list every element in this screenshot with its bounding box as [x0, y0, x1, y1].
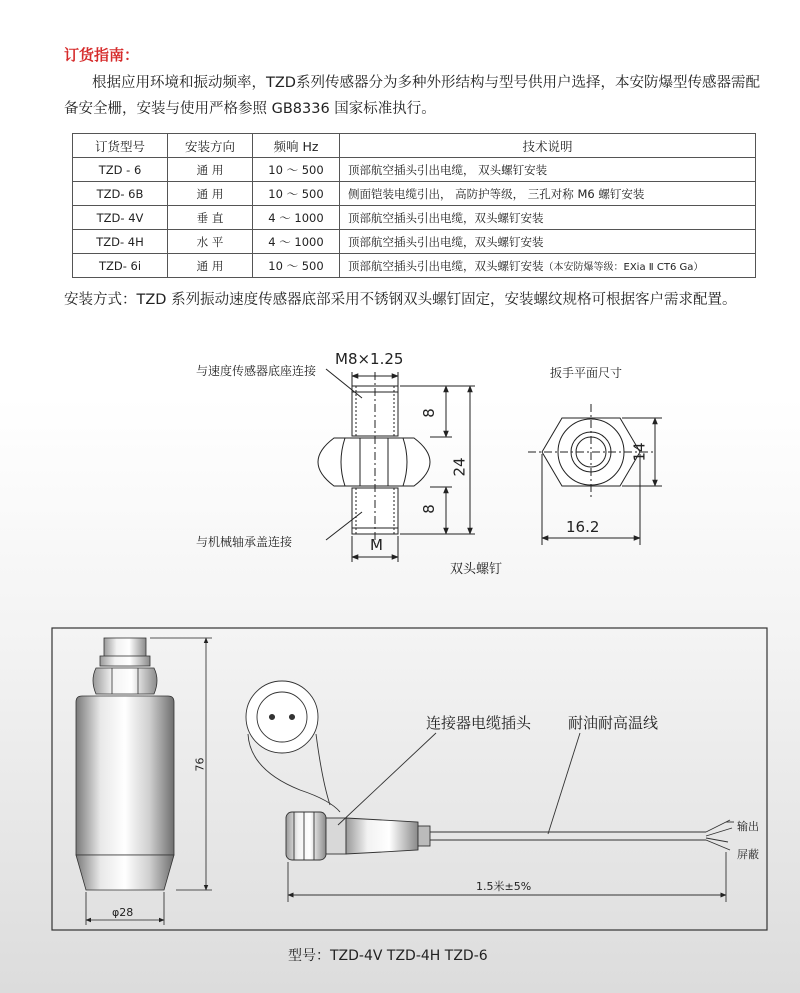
wrench-width: 16.2 [566, 518, 600, 536]
cable-length: 1.5米±5% [476, 880, 532, 893]
ordering-guide-title: 订货指南： [64, 46, 140, 64]
header-model: 订货型号 [73, 134, 168, 158]
wrench-label: 扳手平面尺寸 [550, 366, 623, 380]
cell-frequency: 10 ～ 500 [253, 254, 340, 278]
cell-description: 顶部航空插头引出电缆， 双头螺钉安装 [340, 158, 756, 182]
dim-bottom-thread: 8 [419, 504, 438, 514]
cell-direction: 通 用 [168, 182, 253, 206]
cell-direction: 水 平 [168, 230, 253, 254]
cell-model: TZD- 6B [73, 182, 168, 206]
leader-top [326, 369, 362, 398]
dim-top-thread: 8 [419, 408, 438, 418]
sensor-height: 76 [193, 757, 207, 772]
header-direction: 安装方向 [168, 134, 253, 158]
sensor-hex [93, 668, 157, 694]
dim-m: M [370, 536, 383, 554]
sensor-base [76, 855, 174, 890]
leader-connector [338, 733, 436, 825]
bolt-name: 双头螺钉 [450, 562, 503, 577]
cell-description: 侧面铠装电缆引出， 高防护等级， 三孔对称 M6 螺钉安装 [340, 182, 756, 206]
bolt-top-label: 与速度传感器底座连接 [196, 364, 317, 378]
cell-model: TZD- 4H [73, 230, 168, 254]
cell-frequency: 10 ～ 500 [253, 158, 340, 182]
bolt-bottom-label: 与机械轴承盖连接 [196, 535, 293, 549]
shield-label: 屏蔽 [737, 848, 759, 861]
bolt-hex-nut [318, 438, 430, 486]
cell-description: 顶部航空插头引出电缆，双头螺钉安装 [340, 206, 756, 230]
wrench-height: 14 [630, 442, 649, 462]
sensor-cylinder [76, 696, 174, 855]
dim-total-length: 24 [450, 457, 469, 477]
cell-model: TZD - 6 [73, 158, 168, 182]
sensor-body-drawing [76, 638, 174, 890]
cable-label: 耐油耐高温线 [568, 714, 659, 732]
explosion-proof-note: （本安防爆等级：EXia Ⅱ CT6 Ga） [543, 261, 704, 273]
cell-model: TZD- 4V [73, 206, 168, 230]
intro-text: 根据应用环境和振动频率，TZD系列传感器分为多种外形结构与型号供用户选择，本安防爆型传感器需配备安全栅，安装与使用严格参照 GB8336 国家标准执行。 [64, 75, 760, 117]
cell-model: TZD- 6i [73, 254, 168, 278]
plug-boot [346, 818, 418, 854]
cell-direction: 垂 直 [168, 206, 253, 230]
cell-description: 顶部航空插头引出电缆，双头螺钉安装 [340, 230, 756, 254]
install-paragraph: 安装方式：TZD 系列振动速度传感器底部采用不锈钢双头螺钉固定，安装螺纹规格可根据客户需求配置。 [64, 292, 737, 308]
sensor-diameter: φ28 [112, 906, 134, 919]
connector-label: 连接器电缆插头 [426, 714, 532, 732]
plug-leash [316, 734, 330, 805]
thread-spec: M8×1.25 [335, 350, 404, 368]
header-frequency: 频响 Hz [253, 134, 340, 158]
output-label: 输出 [737, 820, 759, 833]
header-description: 技术说明 [340, 134, 756, 158]
cell-frequency: 4 ～ 1000 [253, 206, 340, 230]
cell-frequency: 10 ～ 500 [253, 182, 340, 206]
cell-description: 顶部航空插头引出电缆，双头螺钉安装（本安防爆等级：EXia Ⅱ CT6 Ga） [340, 254, 756, 278]
leader-cable [548, 733, 580, 834]
model-caption: 型号：TZD-4V TZD-4H TZD-6 [288, 948, 488, 964]
cell-frequency: 4 ～ 1000 [253, 230, 340, 254]
plug-nut [286, 812, 326, 860]
cell-direction: 通 用 [168, 254, 253, 278]
cell-direction: 通 用 [168, 158, 253, 182]
